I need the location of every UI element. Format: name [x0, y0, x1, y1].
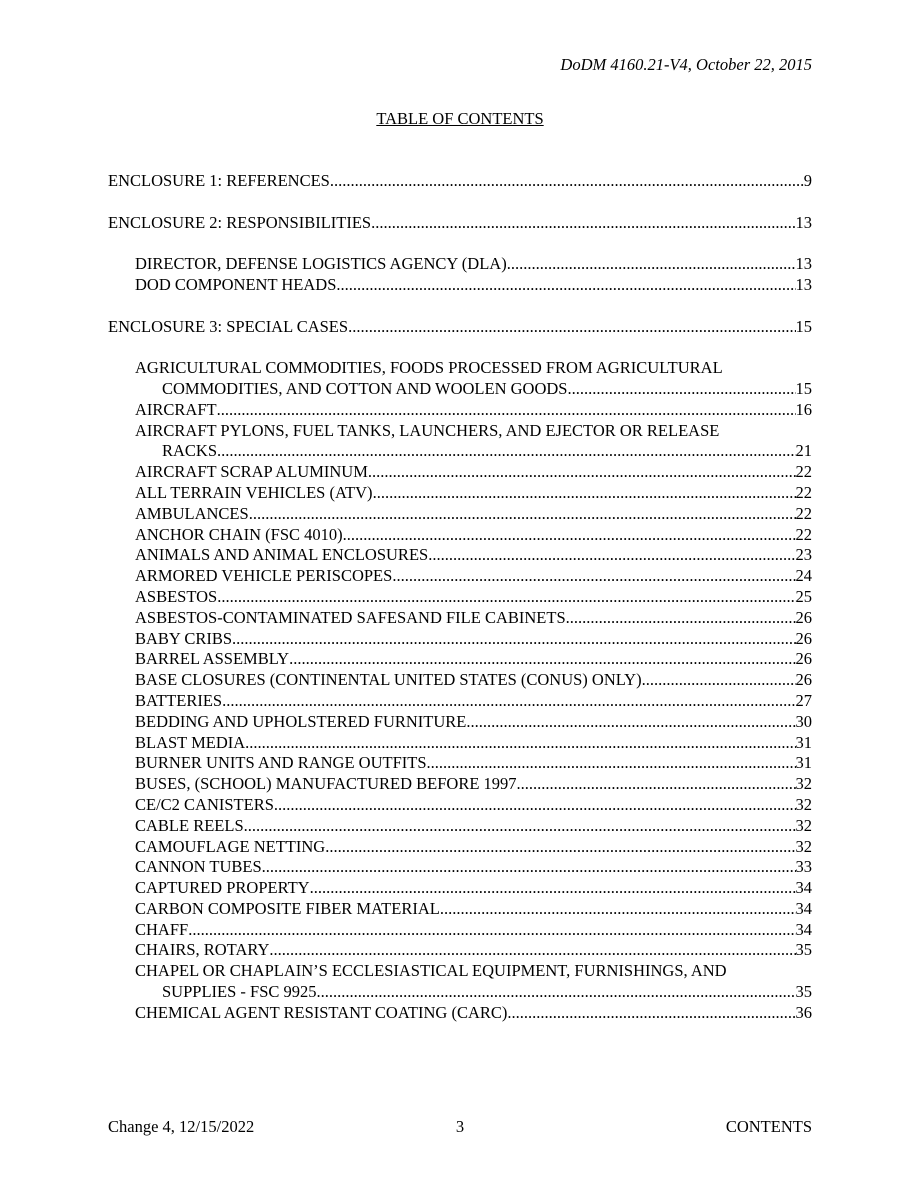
toc-page-number: 26	[795, 607, 812, 627]
toc-entry-label: DOD COMPONENT HEADS	[135, 274, 337, 294]
toc-item[interactable]	[108, 857, 812, 878]
toc-entry-label: ASBESTOS	[135, 586, 218, 606]
toc-page-number: 32	[795, 815, 812, 835]
toc-item[interactable]	[108, 940, 812, 961]
toc-entry-label: BASE CLOSURES (CONTINENTAL UNITED STATES (CONUS) ONLY)	[135, 670, 642, 690]
toc-item[interactable]	[108, 837, 812, 858]
toc-entry-label-continued: RACKS	[162, 441, 218, 461]
toc-page-number: 31	[795, 753, 812, 773]
toc-item-first-line[interactable]: CHAPEL OR CHAPLAIN’S ECCLESIASTICAL EQUIPMENT, FURNISHINGS, AND	[135, 961, 727, 981]
dot-leader	[348, 317, 795, 338]
dot-leader	[289, 649, 795, 670]
toc-page-number: 35	[795, 940, 812, 960]
toc-item[interactable]	[108, 504, 812, 525]
toc-item[interactable]	[108, 566, 812, 587]
dot-leader	[368, 462, 796, 483]
toc-entry-label: ANCHOR CHAIN (FSC 4010)	[135, 524, 343, 544]
toc-item[interactable]	[108, 1003, 812, 1024]
toc-enclosure-2[interactable]	[108, 213, 812, 234]
toc-item[interactable]	[108, 691, 812, 712]
toc-entry-label-continued: COMMODITIES, AND COTTON AND WOOLEN GOODS	[162, 378, 568, 398]
toc-entry-label: AIRCRAFT	[135, 399, 217, 419]
toc-page-number: 32	[795, 774, 812, 794]
dot-leader	[217, 441, 795, 462]
toc-enclosure-3[interactable]	[108, 317, 812, 338]
enclosure-3-item-list	[108, 358, 812, 1024]
dot-leader	[567, 379, 795, 400]
toc-entry-label: AMBULANCES	[135, 503, 249, 523]
dot-leader	[330, 171, 804, 192]
dot-leader	[269, 940, 795, 961]
table-of-contents	[108, 171, 812, 1024]
dot-leader	[371, 213, 795, 234]
dot-leader	[274, 795, 796, 816]
toc-entry-label: ANIMALS AND ANIMAL ENCLOSURES	[135, 545, 429, 565]
toc-page-number: 21	[795, 441, 812, 461]
toc-entry-label: AIRCRAFT SCRAP ALUMINUM	[135, 462, 368, 482]
toc-entry-label: CAPTURED PROPERTY	[135, 878, 310, 898]
toc-item[interactable]	[108, 254, 812, 275]
dot-leader	[517, 774, 796, 795]
toc-entry-label: ARMORED VEHICLE PERISCOPES	[135, 566, 393, 586]
toc-entry-label: CHAFF	[135, 919, 189, 939]
dot-leader	[317, 982, 796, 1003]
toc-item[interactable]	[108, 483, 812, 504]
toc-page-number: 15	[795, 378, 812, 398]
toc-page-number: 13	[795, 254, 812, 274]
dot-leader	[217, 400, 796, 421]
toc-entry-label: ENCLOSURE 1: REFERENCES	[108, 171, 330, 190]
toc-entry-label: ENCLOSURE 3: SPECIAL CASES	[108, 316, 349, 336]
toc-item[interactable]	[108, 878, 812, 899]
toc-item[interactable]	[108, 587, 812, 608]
toc-item[interactable]	[108, 608, 812, 629]
toc-item[interactable]	[108, 525, 812, 546]
toc-entry-label: BLAST MEDIA	[135, 732, 246, 752]
toc-entry-label: BURNER UNITS AND RANGE OUTFITS	[135, 753, 427, 773]
toc-item[interactable]	[108, 733, 812, 754]
dot-leader	[325, 837, 795, 858]
toc-page-number: 34	[795, 878, 812, 898]
dot-leader	[262, 857, 796, 878]
toc-item[interactable]	[108, 400, 812, 421]
toc-entry-label: CAMOUFLAGE NETTING	[135, 836, 326, 856]
dot-leader	[232, 629, 795, 650]
dot-leader	[507, 254, 796, 275]
dot-leader	[310, 878, 796, 899]
toc-entry-label: BUSES, (SCHOOL) MANUFACTURED BEFORE 1997	[135, 774, 517, 794]
toc-page-number: 30	[795, 711, 812, 731]
toc-entry-label: CHAIRS, ROTARY	[135, 940, 270, 960]
dot-leader	[188, 920, 795, 941]
toc-page-number: 36	[795, 1002, 812, 1022]
toc-item[interactable]	[108, 441, 812, 462]
toc-item[interactable]	[108, 629, 812, 650]
toc-item[interactable]	[108, 670, 812, 691]
toc-entry-label: BEDDING AND UPHOLSTERED FURNITURE	[135, 711, 467, 731]
dot-leader	[222, 691, 795, 712]
toc-page-number: 27	[795, 690, 812, 710]
toc-entry-label: CE/C2 CANISTERS	[135, 794, 274, 814]
dot-leader	[245, 733, 795, 754]
toc-page-number: 31	[795, 732, 812, 752]
toc-page-number: 15	[795, 316, 812, 336]
toc-entry-label: CARBON COMPOSITE FIBER MATERIAL	[135, 898, 440, 918]
toc-page-number: 22	[795, 462, 812, 482]
dot-leader	[373, 483, 796, 504]
toc-page-number: 25	[795, 586, 812, 606]
dot-leader	[440, 899, 796, 920]
toc-page-number: 26	[795, 670, 812, 690]
toc-page-number: 34	[795, 898, 812, 918]
toc-item[interactable]	[108, 379, 812, 400]
dot-leader	[642, 670, 796, 691]
toc-item[interactable]	[108, 649, 812, 670]
toc-item[interactable]	[108, 920, 812, 941]
dot-leader	[249, 504, 796, 525]
toc-page-number: 13	[795, 212, 812, 232]
toc-item-first-line[interactable]: AGRICULTURAL COMMODITIES, FOODS PROCESSED FROM AGRICULTURAL	[135, 358, 723, 378]
toc-page-number: 22	[795, 503, 812, 523]
footer-change-date: Change 4, 12/15/2022	[108, 1117, 255, 1136]
toc-entry-label: CHEMICAL AGENT RESISTANT COATING (CARC)	[135, 1002, 508, 1022]
toc-item[interactable]	[108, 982, 812, 1003]
toc-entry-label: CABLE REELS	[135, 815, 244, 835]
toc-item[interactable]	[108, 795, 812, 816]
dot-leader	[336, 275, 795, 296]
toc-page-number: 23	[795, 545, 812, 565]
dot-leader	[343, 525, 796, 546]
toc-page-number: 22	[795, 524, 812, 544]
dot-leader	[392, 566, 795, 587]
toc-page-number: 9	[803, 171, 812, 190]
toc-entry-label-continued: SUPPLIES - FSC 9925	[162, 982, 317, 1002]
toc-item[interactable]	[108, 816, 812, 837]
toc-page-number: 24	[795, 566, 812, 586]
toc-item-first-line[interactable]: AIRCRAFT PYLONS, FUEL TANKS, LAUNCHERS, AND EJECTOR OR RELEASE	[135, 420, 720, 440]
toc-page-number: 16	[795, 399, 812, 419]
toc-page-number: 32	[795, 794, 812, 814]
toc-page-number: 35	[795, 982, 812, 1002]
toc-entry-label: ASBESTOS-CONTAMINATED SAFESAND FILE CABINETS	[135, 607, 566, 627]
toc-item[interactable]	[108, 545, 812, 566]
dot-leader	[217, 587, 795, 608]
toc-enclosure-1[interactable]	[108, 171, 812, 192]
toc-item[interactable]	[108, 774, 812, 795]
toc-item[interactable]	[108, 899, 812, 920]
dot-leader	[566, 608, 796, 629]
toc-entry-label: BATTERIES	[135, 690, 223, 710]
dot-leader	[427, 753, 796, 774]
toc-entry-label: BARREL ASSEMBLY	[135, 649, 290, 669]
toc-page-number: 22	[795, 482, 812, 502]
toc-item[interactable]	[108, 275, 812, 296]
toc-page-number: 13	[795, 274, 812, 294]
dot-leader	[244, 816, 796, 837]
page-title: TABLE OF CONTENTS	[376, 109, 544, 128]
document-header: DoDM 4160.21-V4, October 22, 2015	[560, 55, 812, 74]
toc-page-number: 26	[795, 628, 812, 648]
toc-entry-label: ALL TERRAIN VEHICLES (ATV)	[135, 482, 373, 502]
toc-item[interactable]	[108, 462, 812, 483]
footer-page-number: 3	[455, 1117, 465, 1136]
toc-item[interactable]	[108, 753, 812, 774]
toc-page-number: 26	[795, 649, 812, 669]
toc-page-number: 34	[795, 919, 812, 939]
toc-item[interactable]	[108, 712, 812, 733]
dot-leader	[466, 712, 795, 733]
toc-entry-label: CANNON TUBES	[135, 857, 262, 877]
toc-entry-label: BABY CRIBS	[135, 628, 233, 648]
dot-leader	[428, 545, 795, 566]
dot-leader	[507, 1003, 795, 1024]
footer-section: CONTENTS	[725, 1117, 812, 1136]
toc-entry-label: ENCLOSURE 2: RESPONSIBILITIES	[108, 212, 372, 232]
toc-page-number: 33	[795, 857, 812, 877]
toc-page-number: 32	[795, 836, 812, 856]
toc-entry-label: DIRECTOR, DEFENSE LOGISTICS AGENCY (DLA)	[135, 254, 507, 274]
